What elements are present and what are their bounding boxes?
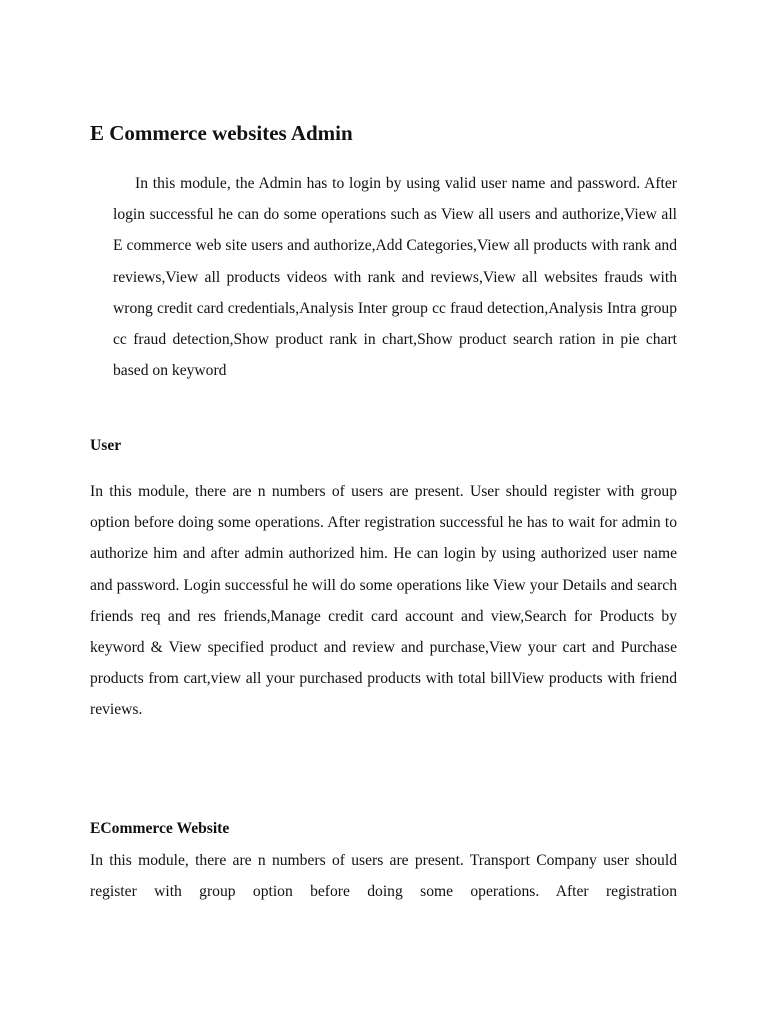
ecommerce-module-paragraph: In this module, there are n numbers of users are present. Transport Company user should register with group option before doing some operations. After registration	[90, 852, 677, 901]
ecommerce-section-heading: ECommerce Website	[90, 820, 230, 837]
admin-module-paragraph: In this module, the Admin has to login by using valid user name and password. After login successful he can do some operations such as View all users and authorize,View all E commerce web site users and authorize,Add Categories,View all products with rank and reviews,View all products videos with rank and reviews,View all websites frauds with wrong credit card credentials,Analysis Inter group cc fraud detection,Analysis Intra group cc fraud detection,Show product rank in chart,Show product search ration in pie chart based on keyword	[113, 175, 677, 380]
document-title: E Commerce websites Admin	[90, 121, 353, 145]
user-module-paragraph: In this module, there are n numbers of users are present. User should register with group option before doing some operations. After registration successful he has to wait for admin to authorize him and after admin authorized him. He can login by using authorized user name and password. Login successful he will do some operations like View your Details and search friends req and res friends,Manage credit card account and view,Search for Products by keyword & View specified product and review and purchase,View your cart and Purchase products from cart,view all your purchased products with total billView products with friend reviews.	[90, 483, 677, 719]
user-section-heading: User	[90, 437, 122, 454]
